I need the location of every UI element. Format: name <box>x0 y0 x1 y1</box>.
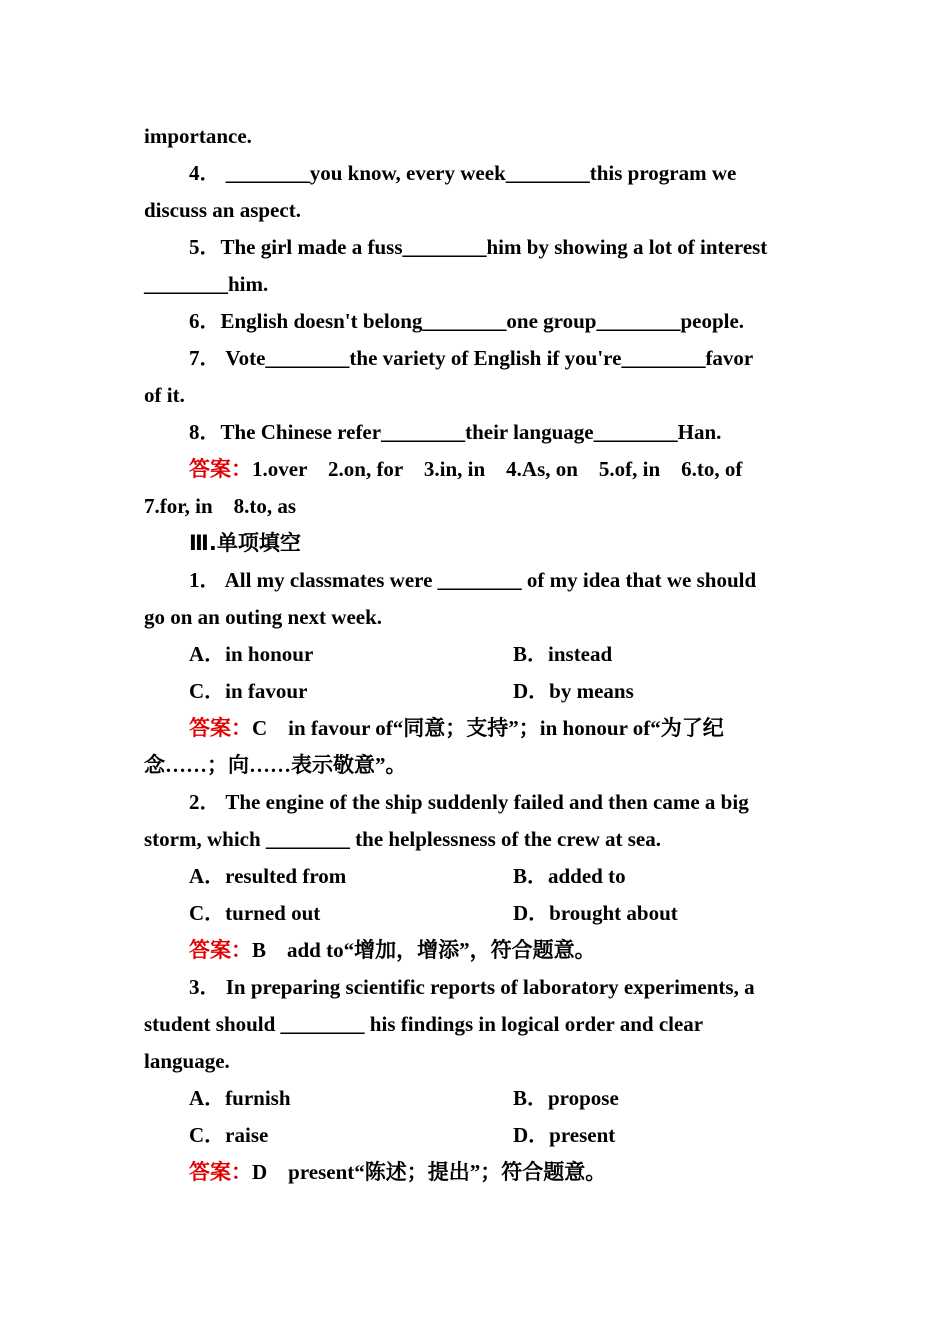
question-6: 6．English doesn't belong________one group________people. <box>189 309 745 333</box>
option-c: C．raise <box>189 1123 269 1147</box>
answer-text: B add to“增加，增添”，符合题意。 <box>252 938 596 962</box>
mc-question-1-cont: go on an outing next week. <box>144 605 383 629</box>
question-8: 8．The Chinese refer________their language________Han. <box>189 420 722 444</box>
options-row <box>144 858 806 895</box>
option-a: A．resulted from <box>189 864 347 888</box>
option-d: D．brought about <box>513 901 678 925</box>
options-row <box>144 895 806 932</box>
options-row <box>144 1080 806 1117</box>
answer-block <box>144 932 806 969</box>
mc-question-2-cont: storm, which ________ the helplessness of the crew at sea. <box>144 827 661 851</box>
answer-cont: 念……；向……表示敬意”。 <box>144 753 407 777</box>
options-row <box>144 636 806 673</box>
options-row <box>144 673 806 710</box>
answer-text: 1.over 2.on, for 3.in, in 4.As, on 5.of, in 6.to, of <box>252 457 743 481</box>
answer-label: 答案： <box>189 1160 252 1184</box>
option-b: B．added to <box>513 864 626 888</box>
answer-label: 答案： <box>189 938 252 962</box>
mc-question-1: 1． All my classmates were ________ of my idea that we should <box>189 568 757 592</box>
question-4: 4． ________you know, every week________this program we <box>189 161 737 185</box>
answer-label: 答案： <box>189 457 252 481</box>
question-4-cont: discuss an aspect. <box>144 198 301 222</box>
option-d: D．by means <box>513 679 634 703</box>
option-a: A．furnish <box>189 1086 291 1110</box>
options-row <box>144 1117 806 1154</box>
option-b: B．instead <box>513 642 613 666</box>
section-title: Ⅲ.单项填空 <box>189 531 301 555</box>
question-7-cont: of it. <box>144 383 185 407</box>
option-b: B．propose <box>513 1086 619 1110</box>
mc-question-3-cont: language. <box>144 1049 230 1073</box>
mc-question-2: 2． The engine of the ship suddenly failed and then came a big <box>189 790 749 814</box>
mc-question-3-cont: student should ________ his findings in logical order and clear <box>144 1012 704 1036</box>
option-d: D．present <box>513 1123 616 1147</box>
answer-cont: 7.for, in 8.to, as <box>144 494 297 518</box>
option-c: C．in favour <box>189 679 308 703</box>
answer-text: C in favour of“同意；支持”；in honour of“为了纪 <box>252 716 724 740</box>
question-5: 5．The girl made a fuss________him by showing a lot of interest <box>189 235 768 259</box>
answer-block <box>144 1154 806 1191</box>
option-c: C．turned out <box>189 901 321 925</box>
question-7: 7． Vote________the variety of English if you're________favor <box>189 346 754 370</box>
mc-question-3: 3． In preparing scientific reports of laboratory experiments, a <box>189 975 755 999</box>
answer-text: D present“陈述；提出”；符合题意。 <box>252 1160 607 1184</box>
question-5-cont: ________him. <box>144 272 269 296</box>
answer-label: 答案： <box>189 716 252 740</box>
answer-block <box>144 451 806 488</box>
answer-block <box>144 710 806 747</box>
text-line: importance. <box>144 124 252 148</box>
document-page <box>144 118 806 1191</box>
option-a: A．in honour <box>189 642 314 666</box>
